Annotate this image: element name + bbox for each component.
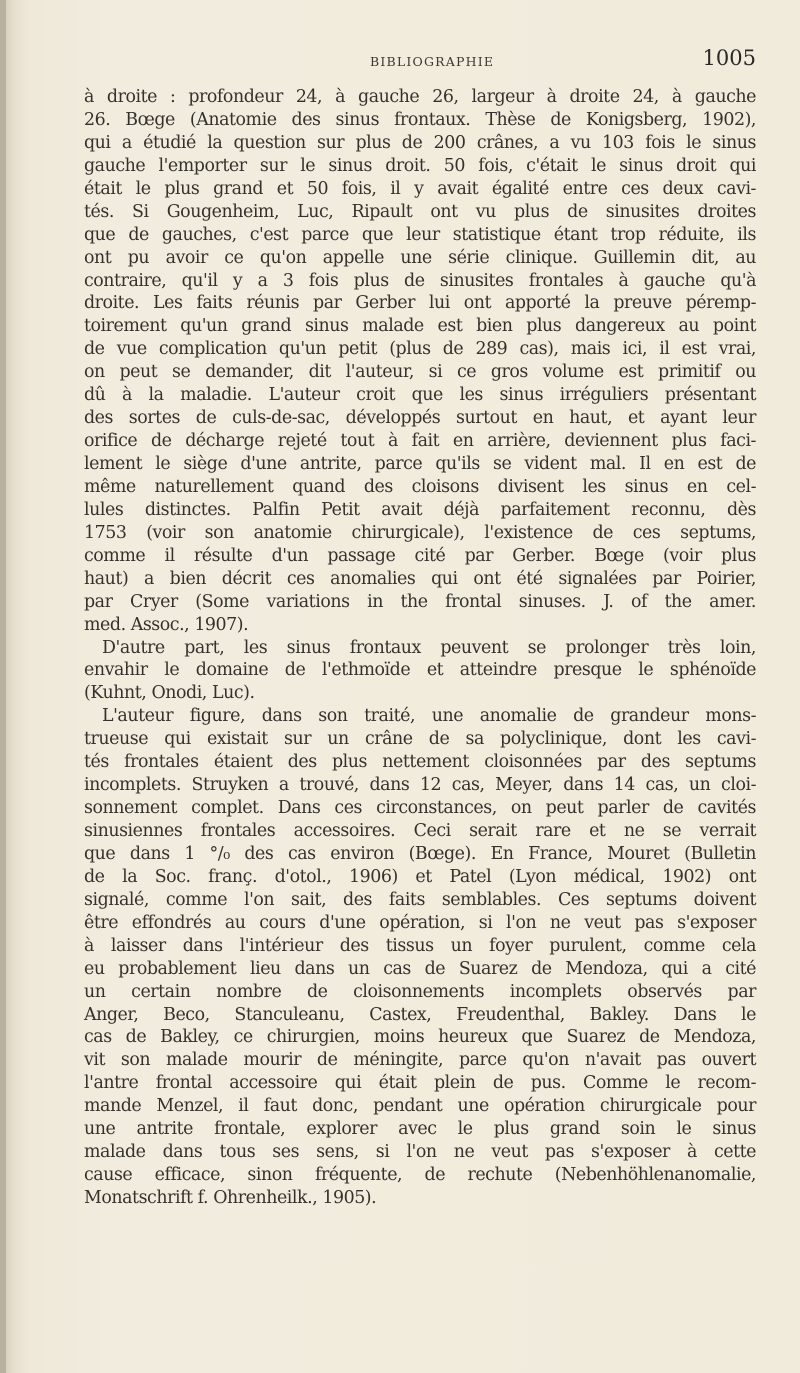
page-number: 1005	[702, 46, 756, 70]
text-line: trueuse qui existait sur un crâne de sa polyclinique, dont les cavi-	[84, 729, 756, 750]
text-line: était le plus grand et 50 fois, il y avait égalité entre ces deux cavi-	[84, 178, 756, 199]
text-line: orifice de décharge rejeté tout à fait en arrière, deviennent plus faci-	[84, 431, 756, 452]
text-line: toirement qu'un grand sinus malade est bien plus dangereux au point	[84, 316, 756, 337]
text-line: gauche l'emporter sur le sinus droit. 50 fois, c'était le sinus droit qui	[84, 155, 756, 176]
text-line: sinusiennes frontales accessoires. Ceci serait rare et ne se verrait	[84, 821, 756, 841]
text-line: cause efficace, sinon fréquente, de rechute (Nebenhöhlenanomalie,	[84, 1165, 756, 1186]
text-line: droite. Les faits réunis par Gerber lui ont apporté la preuve péremp-	[84, 293, 756, 314]
text-line: l'antre frontal accessoire qui était plein de pus. Comme le recom-	[84, 1073, 756, 1094]
text-line: D'autre part, les sinus frontaux peuvent se prolonger très loin,	[102, 637, 756, 658]
text-line: des sortes de culs-de-sac, développés surtout en haut, et ayant leur	[84, 408, 756, 429]
text-line: L'auteur figure, dans son traité, une anomalie de grandeur mons-	[102, 706, 756, 727]
text-line: que dans 1 °/₀ des cas environ (Bœge). En France, Mouret (Bulletin	[84, 843, 756, 864]
text-line: par Cryer (Some variations in the frontal sinuses. J. of the amer.	[84, 591, 756, 612]
text-line: qui a étudié la question sur plus de 200 crânes, a vu 103 fois le sinus	[84, 132, 756, 153]
text-line: on peut se demander, dit l'auteur, si ce gros volume est primitif ou	[84, 362, 756, 383]
text-line: envahir le domaine de l'ethmoïde et atteindre presque le sphénoïde	[84, 660, 756, 681]
text-line: de vue complication qu'un petit (plus de 289 cas), mais ici, il est vrai,	[84, 339, 756, 360]
text-line: tés frontales étaient des plus nettement cloisonnées par des septums	[84, 752, 756, 773]
text-line: lules distinctes. Palfin Petit avait déjà parfaitement reconnu, dès	[84, 499, 756, 520]
text-line: une antrite frontale, explorer avec le plus grand soin le sinus	[84, 1119, 756, 1140]
text-line: ont pu avoir ce qu'on appelle une série clinique. Guillemin dit, au	[84, 247, 756, 268]
text-line: sonnement complet. Dans ces circonstances, on peut parler de cavités	[84, 798, 756, 819]
text-line: être effondrés au cours d'une opération, si l'on ne veut pas s'exposer	[84, 912, 756, 933]
text-line: dû à la maladie. L'auteur croit que les sinus irréguliers présentant	[84, 385, 756, 406]
text-line: Anger, Beco, Stanculeanu, Castex, Freudenthal, Bakley. Dans le	[84, 1004, 756, 1025]
page-header	[84, 44, 756, 80]
text-line: à droite : profondeur 24, à gauche 26, largeur à droite 24, à gauche	[84, 87, 756, 107]
text-line: 1753 (voir son anatomie chirurgicale), l'existence de ces septums,	[84, 522, 756, 543]
text-line: med. Assoc., 1907).	[84, 614, 249, 635]
text-line: lement le siège d'une antrite, parce qu'ils se vident mal. Il en est de	[84, 454, 756, 474]
text-line: que de gauches, c'est parce que leur statistique étant trop réduite, ils	[84, 224, 756, 245]
text-line: contraire, qu'il y a 3 fois plus de sinusites frontales à gauche qu'à	[84, 270, 756, 291]
body-text	[84, 86, 756, 1210]
text-line: comme il résulte d'un passage cité par Gerber. Bœge (voir plus	[84, 545, 756, 566]
text-line: signalé, comme l'on sait, des faits semblables. Ces septums doivent	[84, 889, 756, 910]
text-line: de la Soc. franç. d'otol., 1906) et Patel (Lyon médical, 1902) ont	[84, 866, 756, 887]
text-line: à laisser dans l'intérieur des tissus un foyer purulent, comme cela	[84, 935, 756, 956]
text-line: même naturellement quand des cloisons divisent les sinus en cel-	[84, 476, 756, 497]
text-line: un certain nombre de cloisonnements incomplets observés par	[84, 981, 756, 1002]
text-line: vit son malade mourir de méningite, parce qu'on n'avait pas ouvert	[84, 1050, 756, 1071]
running-title: BIBLIOGRAPHIE	[370, 54, 495, 69]
text-line: tés. Si Gougenheim, Luc, Ripault ont vu plus de sinusites droites	[84, 201, 756, 222]
text-line: eu probablement lieu dans un cas de Suarez de Mendoza, qui a cité	[84, 958, 756, 979]
text-line: Monatschrift f. Ohrenheilk., 1905).	[84, 1188, 377, 1208]
text-line: haut) a bien décrit ces anomalies qui ont été signalées par Poirier,	[84, 568, 756, 589]
text-line: mande Menzel, il faut donc, pendant une opération chirurgicale pour	[84, 1096, 756, 1117]
text-line: (Kuhnt, Onodi, Luc).	[84, 683, 255, 704]
text-line: 26. Bœge (Anatomie des sinus frontaux. Thèse de Konigsberg, 1902),	[84, 109, 756, 130]
text-line: malade dans tous ses sens, si l'on ne veut pas s'exposer à cette	[84, 1142, 756, 1163]
page-binding-edge	[0, 0, 6, 1373]
text-line: cas de Bakley, ce chirurgien, moins heureux que Suarez de Mendoza,	[84, 1027, 756, 1048]
text-line: incomplets. Struyken a trouvé, dans 12 cas, Meyer, dans 14 cas, un cloi-	[84, 775, 756, 796]
